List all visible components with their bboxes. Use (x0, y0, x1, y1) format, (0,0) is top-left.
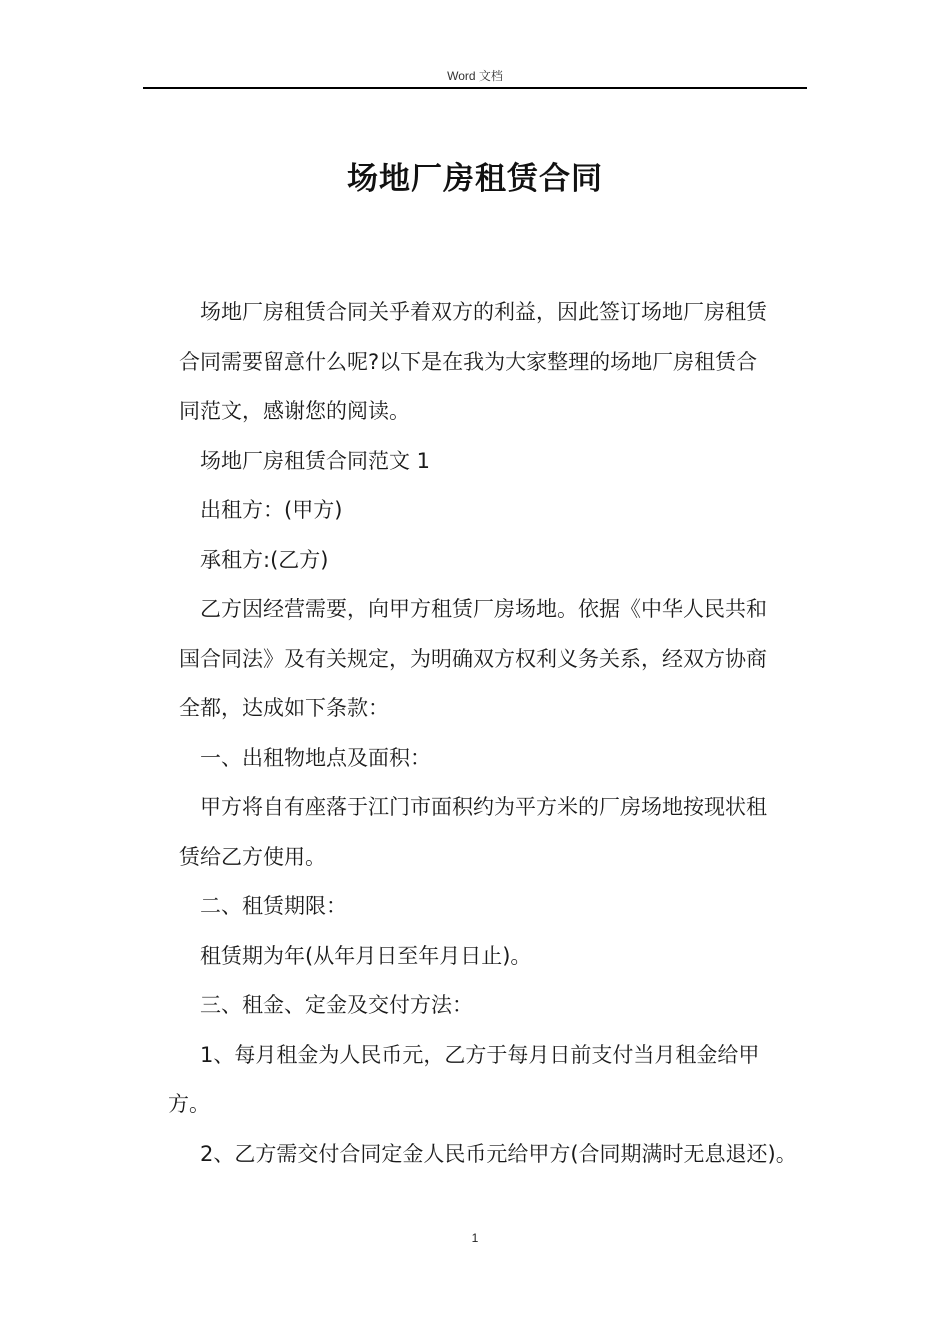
page-header: Word 文档 (447, 69, 503, 83)
body-line: 二、租赁期限： (200, 894, 347, 918)
body-line: 同范文，感谢您的阅读。 (179, 399, 410, 423)
body-line: 出租方：(甲方) (200, 498, 343, 522)
body-line: 甲方将自有座落于江门市面积约为平方米的厂房场地按现状租 (200, 795, 767, 819)
body-line: 三、租金、定金及交付方法： (200, 993, 473, 1017)
body-line: 合同需要留意什么呢?以下是在我为大家整理的场地厂房租赁合 (179, 349, 758, 374)
body-line: 承租方:(乙方) (200, 547, 329, 572)
body-line: 租赁期为年(从年月日至年月日止)。 (200, 943, 532, 968)
body-line: 乙方因经营需要，向甲方租赁厂房场地。依据《中华人民共和 (200, 597, 767, 621)
body-line: 方。 (168, 1092, 210, 1116)
body-line: 国合同法》及有关规定，为明确双方权利义务关系，经双方协商 (179, 646, 767, 671)
body-line: 场地厂房租赁合同关乎着双方的利益，因此签订场地厂房租赁 (200, 300, 767, 324)
body-line: 场地厂房租赁合同范文 1 (200, 448, 431, 473)
body-line: 一、出租物地点及面积： (200, 745, 431, 770)
body-line: 全都，达成如下条款： (179, 696, 389, 720)
body-line: 赁给乙方使用。 (179, 844, 326, 869)
body-line: 1、每月租金为人民币元，乙方于每月日前支付当月租金给甲 (200, 1042, 760, 1067)
header-divider (143, 87, 807, 89)
body-line: 2、乙方需交付合同定金人民币元给甲方(合同期满时无息退还)。 (200, 1141, 797, 1166)
page-number: 1 (471, 1231, 479, 1245)
document-title: 场地厂房租赁合同 (347, 161, 603, 197)
document-body (168, 288, 819, 1179)
